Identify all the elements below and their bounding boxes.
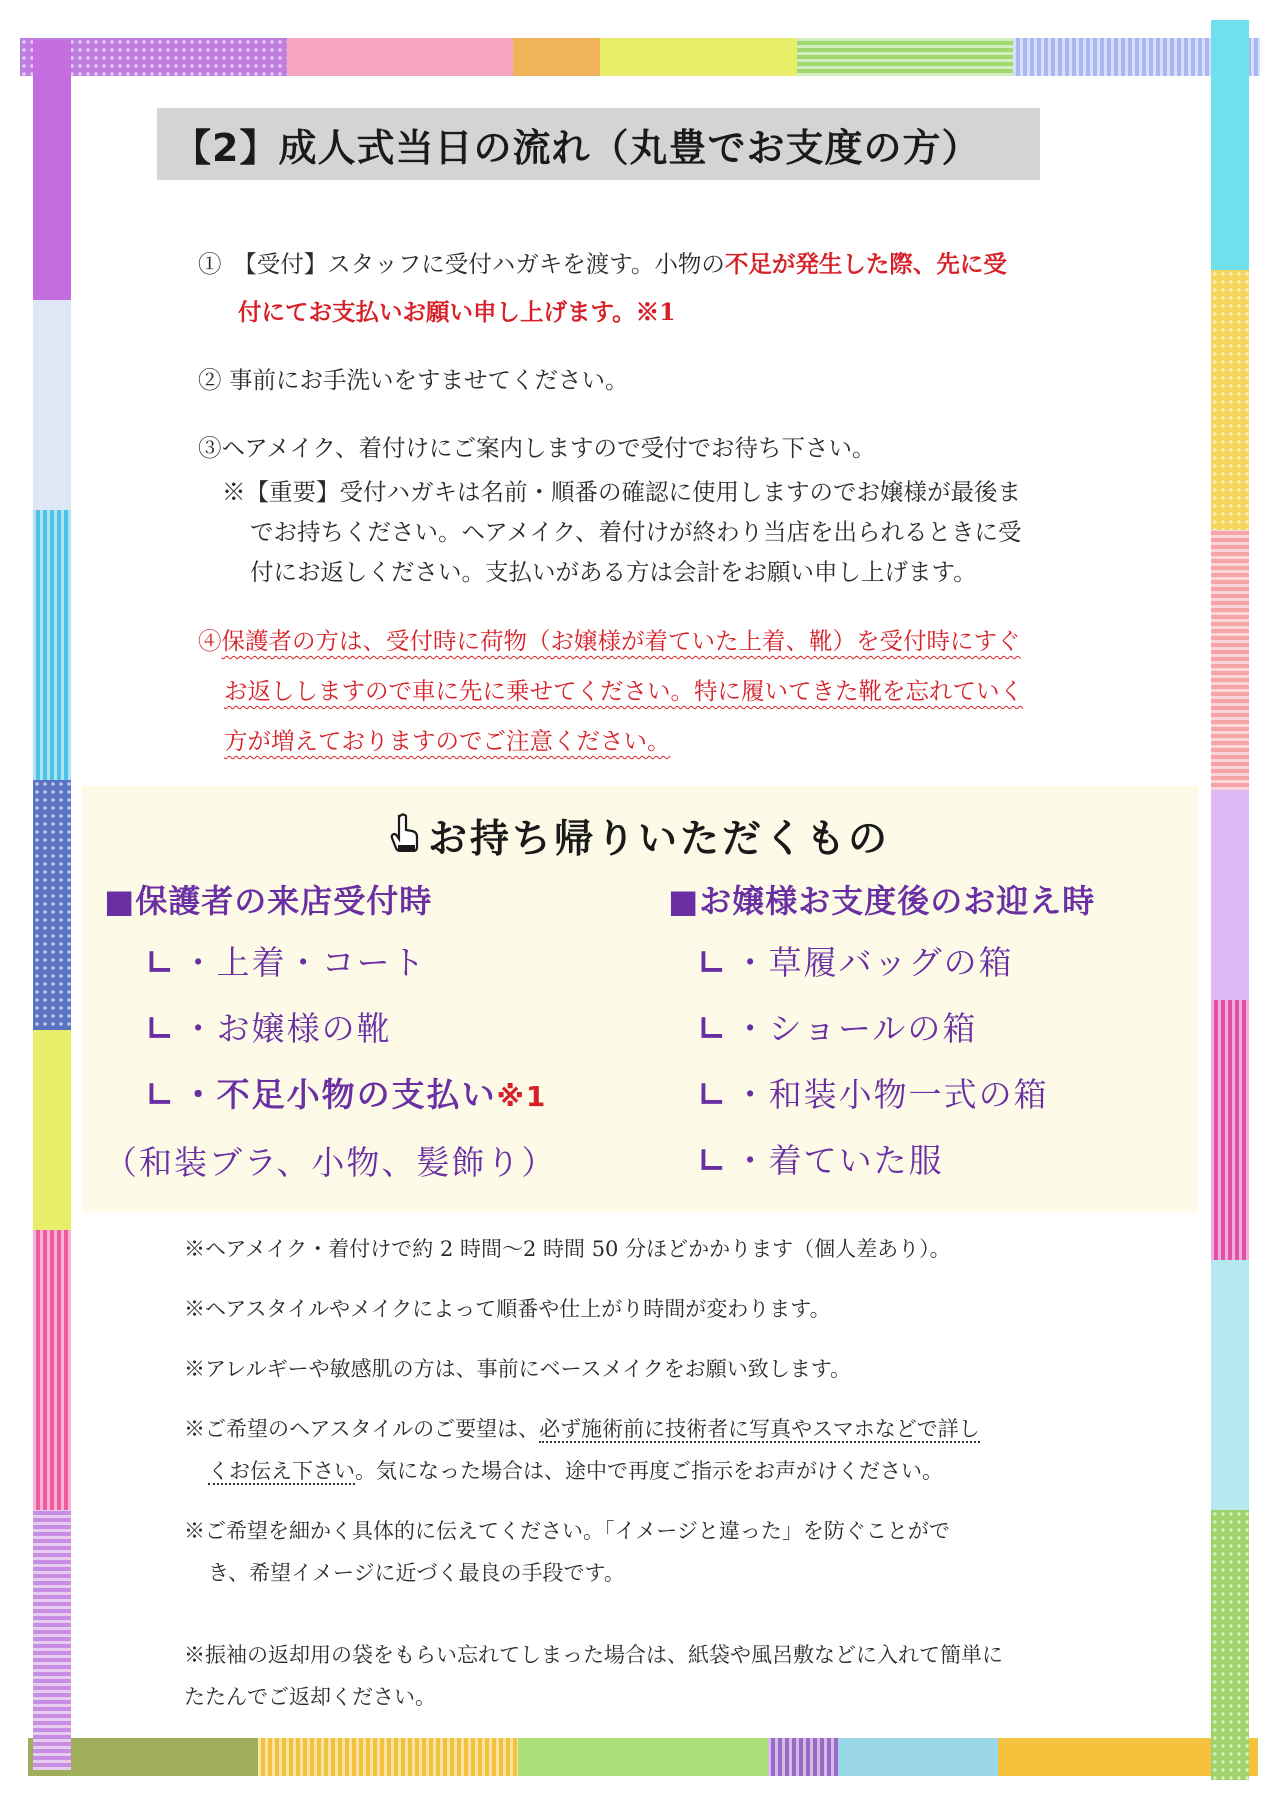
item-text: ・草履バッグの箱 [733, 943, 1014, 982]
step-4-line-3 [198, 716, 1108, 766]
bottom-tape-border [28, 1738, 1258, 1776]
pointing-hand-icon [390, 812, 420, 862]
step-3 [198, 424, 1108, 592]
corner-marker-icon: ∟ [698, 1009, 728, 1048]
corner-marker-icon: ∟ [698, 1075, 728, 1114]
list-item [104, 930, 624, 996]
step-4-text-b: お返ししますので車に先に乗せてください。特に履いてきた靴を忘れていく [224, 677, 1023, 705]
note-4-text-b: 。気になった場合は、途中で再度ご指示をお声がけください。 [355, 1459, 943, 1483]
page-title: 【2】成人式当日の流れ（丸豊でお支度の方） [173, 125, 981, 170]
note-2: ※ヘアスタイルやメイクによって順番や仕上がり時間が変わります。 [184, 1297, 831, 1321]
item-text: ・和装小物一式の箱 [733, 1075, 1049, 1114]
step-3-note-line-2: でお持ちください。ヘアメイク、着付けが終わり当店を出られるときに受 [250, 518, 1022, 546]
step-2-text: ② 事前にお手洗いをすませてください。 [198, 366, 629, 394]
left-note: （和装ブラ、小物、髪飾り） [104, 1143, 557, 1182]
title-box [157, 108, 1040, 180]
notes-section [184, 1228, 1104, 1718]
corner-marker-icon: ∟ [146, 1075, 176, 1114]
step-3-note-line-3: 付にお返しください。支払いがある方は会計をお願い申し上げます。 [250, 558, 977, 586]
corner-marker-icon: ∟ [146, 1009, 176, 1048]
item-text: ・ショールの箱 [733, 1009, 978, 1048]
list-item [668, 930, 1188, 996]
note-6-line-2: たたんでご返却ください。 [184, 1685, 436, 1709]
list-item [668, 1062, 1188, 1128]
note-1: ※ヘアメイク・着付けで約 2 時間〜2 時間 50 分ほどかかります（個人差あり）。 [184, 1237, 951, 1261]
step-4-line-2 [198, 666, 1108, 716]
step-4-text-c: 方が増えておりますのでご注意ください。 [224, 727, 671, 755]
left-heading-text: 保護者の来店受付時 [135, 882, 433, 920]
note-5-line-1: ※ご希望を細かく具体的に伝えてください。「イメージと違った」を防ぐことがで [184, 1519, 950, 1543]
corner-marker-icon: ∟ [698, 943, 728, 982]
takehome-title: お持ち帰りいただくもの [427, 816, 890, 862]
note-3: ※アレルギーや敏感肌の方は、事前にベースメイクをお願い致します。 [184, 1357, 852, 1381]
step-1-red-text-b: 付にてお支払いお願い申し上げます。※1 [238, 298, 676, 326]
takehome-title-row [82, 808, 1198, 864]
note-6-line-1: ※振袖の返却用の袋をもらい忘れてしまった場合は、紙袋や風呂敷などに入れて簡単に [184, 1643, 1003, 1667]
note-4-text-a: ※ご希望のヘアスタイルのご要望は、 [184, 1417, 540, 1441]
step-3-note-line-1: ※【重要】受付ハガキは名前・順番の確認に使用しますのでお嬢様が最後ま [222, 478, 1021, 506]
step-1 [198, 240, 1108, 336]
step-4-number: ④ [198, 627, 222, 655]
list-item [668, 1128, 1188, 1194]
step-4 [198, 616, 1108, 766]
takehome-panel [82, 786, 1198, 1212]
note-5-line-2: き、希望イメージに近づく最良の手段です。 [208, 1561, 625, 1585]
step-2 [198, 356, 1108, 404]
left-heading-square: ■ [104, 882, 136, 920]
item-text: ・上着・コート [181, 943, 427, 982]
note-4-line-2 [184, 1450, 1104, 1492]
right-tape-border [1211, 20, 1249, 1780]
note-4-underlined-b: くお伝え下さい [208, 1459, 355, 1483]
list-item [668, 996, 1188, 1062]
note-4-underlined-a: 必ず施術前に技術者に写真やスマホなどで詳し [539, 1417, 980, 1441]
step-4-line-1 [198, 616, 1108, 666]
step-1-line-1 [198, 240, 1108, 288]
note-4-line-1 [184, 1408, 1104, 1450]
step-1-line-2 [198, 288, 1108, 336]
item-footnote-mark: ※1 [496, 1080, 548, 1113]
left-heading [104, 876, 624, 922]
right-column [668, 876, 1188, 1194]
corner-marker-icon: ∟ [698, 1141, 728, 1180]
left-tape-border [33, 40, 71, 1770]
list-item [104, 996, 624, 1062]
step-1-red-text-a: 不足が発生した際、先に受 [724, 250, 1007, 278]
step-1-text: ① 【受付】スタッフに受付ハガキを渡す。小物の [198, 250, 725, 278]
list-item [104, 1062, 624, 1130]
item-text: ・不足小物の支払い [181, 1075, 497, 1114]
item-text: ・着ていた服 [733, 1141, 944, 1180]
right-heading-text: お嬢様お支度後のお迎え時 [699, 882, 1096, 920]
right-heading-square: ■ [668, 882, 700, 920]
left-column [104, 876, 624, 1196]
step-3-text: ③ヘアメイク、着付けにご案内しますので受付でお待ち下さい。 [198, 434, 876, 462]
item-text: ・お嬢様の靴 [181, 1009, 392, 1048]
top-tape-border [20, 38, 1260, 76]
corner-marker-icon: ∟ [146, 943, 176, 982]
step-4-text-a: 保護者の方は、受付時に荷物（お嬢様が着ていた上着、靴）を受付時にすぐ [221, 627, 1021, 655]
right-heading [668, 876, 1188, 922]
